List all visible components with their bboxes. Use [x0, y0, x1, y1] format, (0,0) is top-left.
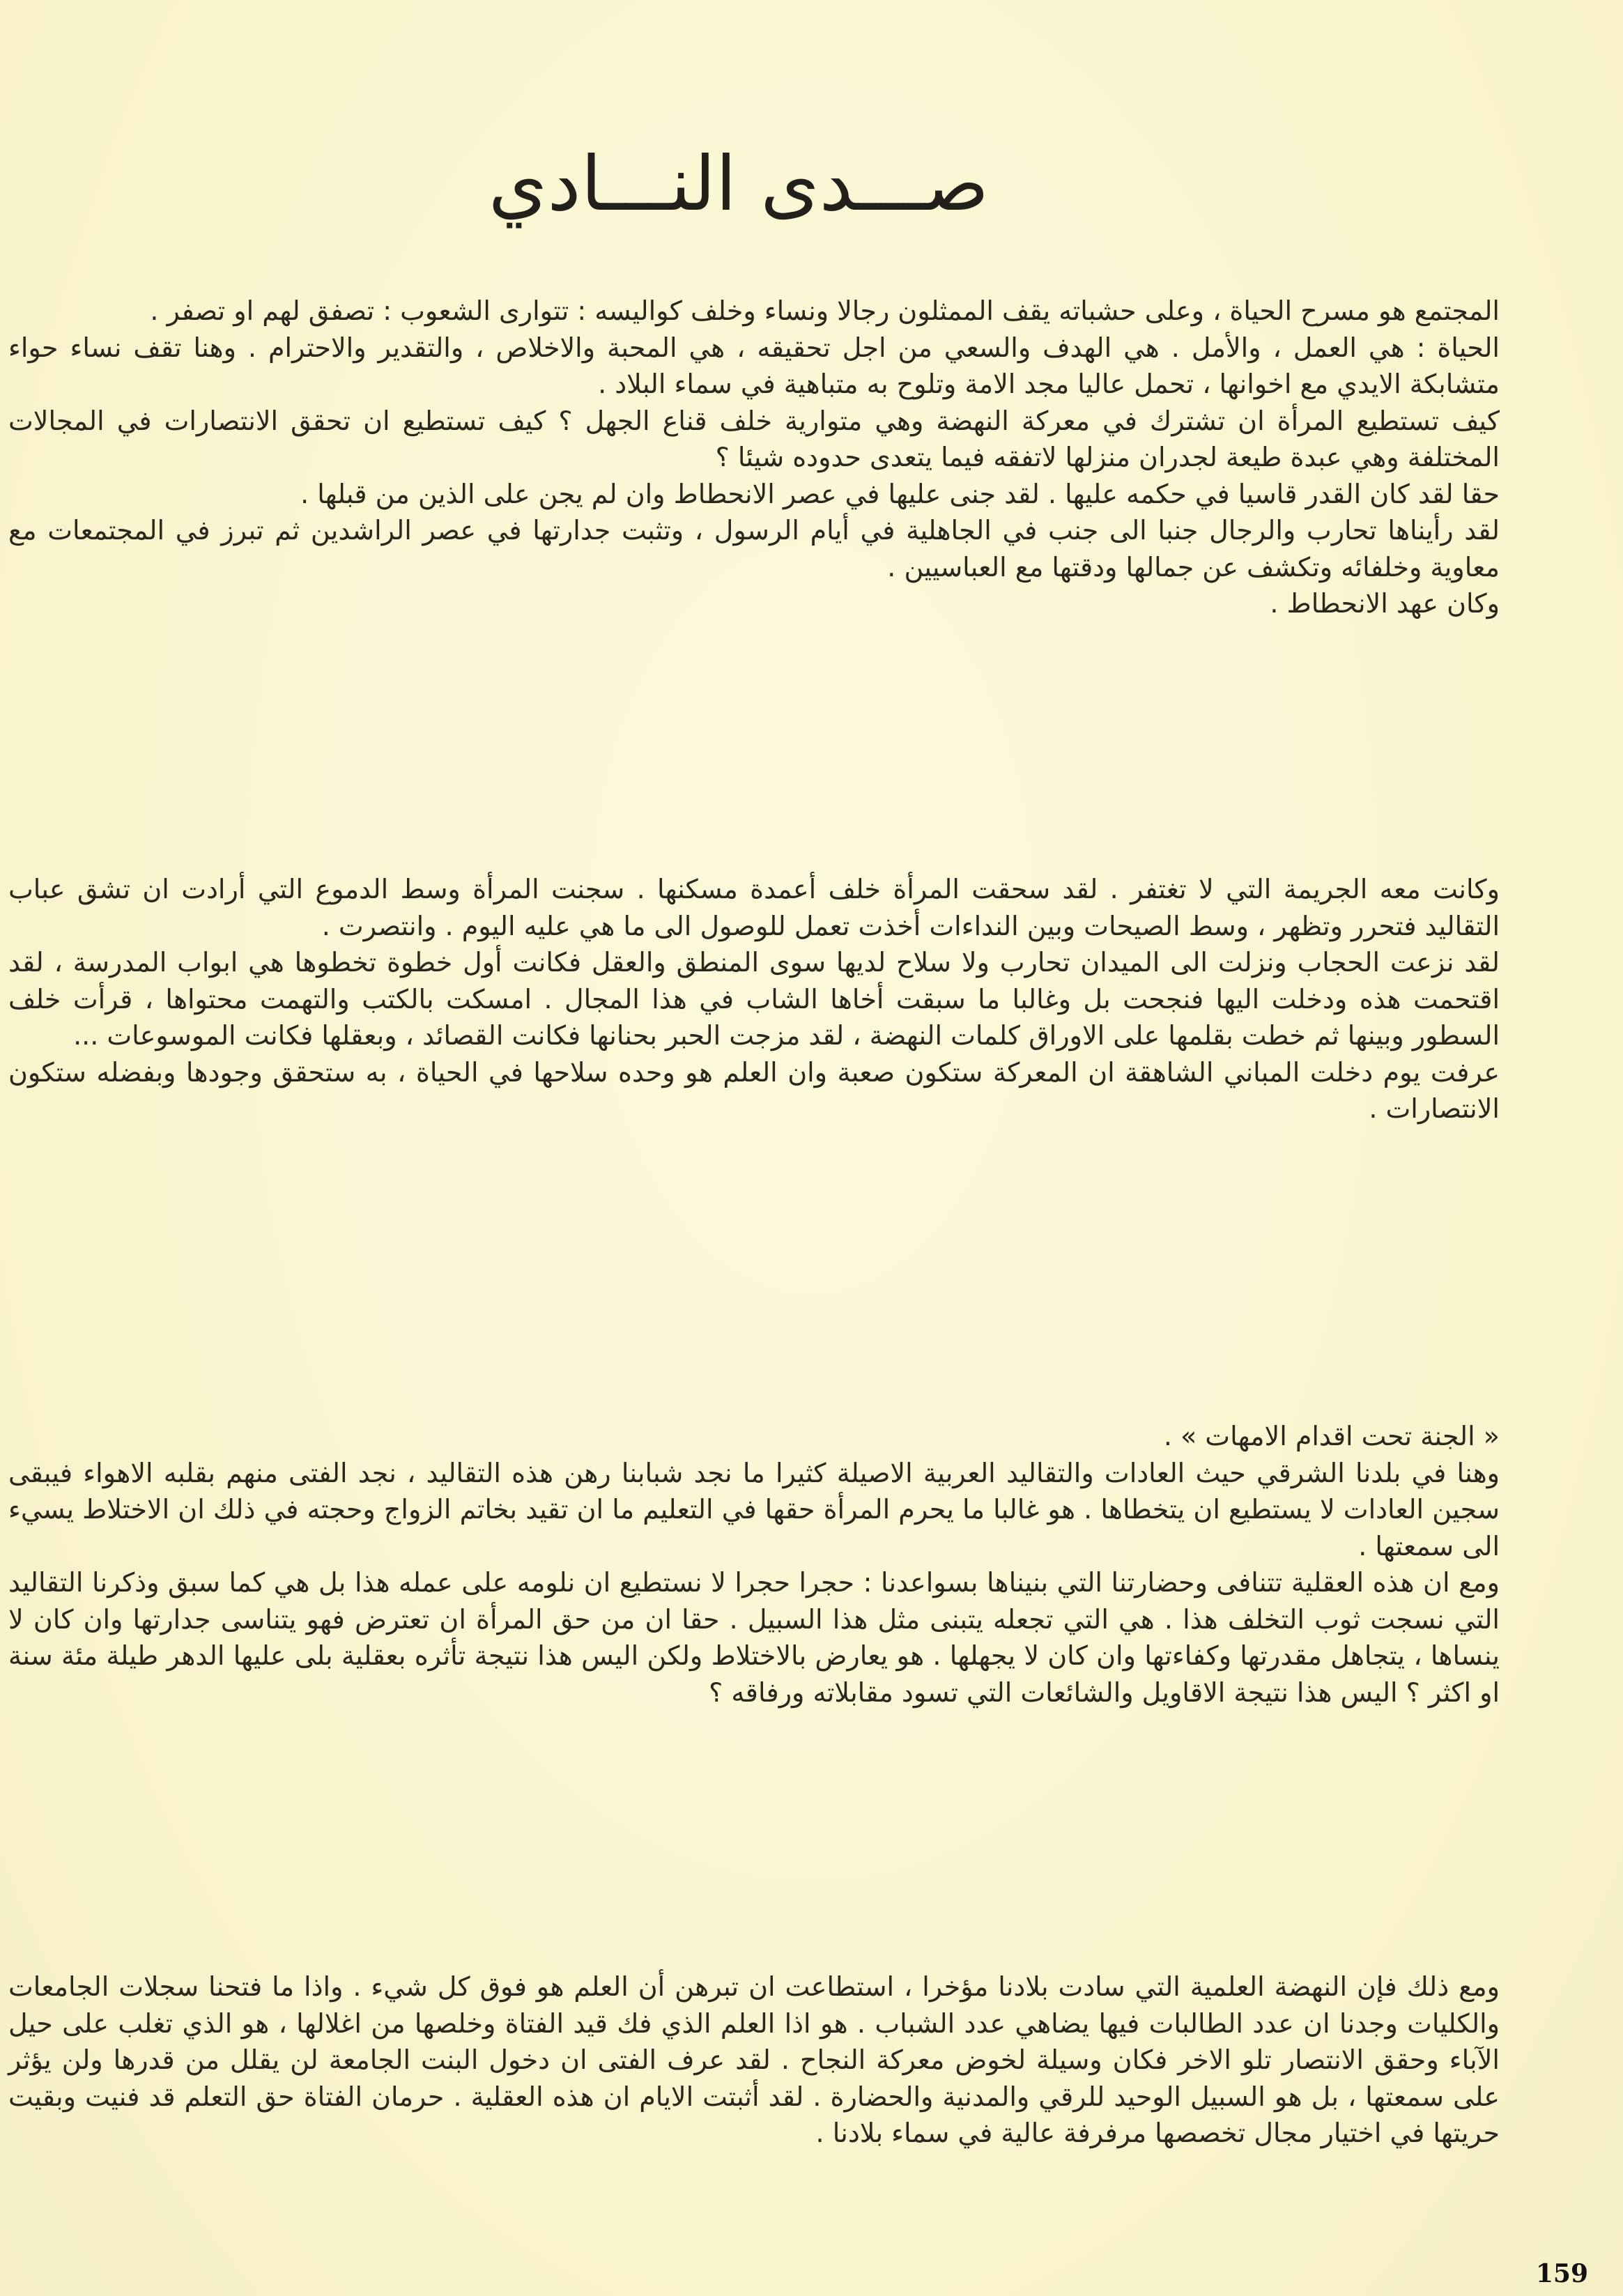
paragraph: المجتمع هو مسرح الحياة ، وعلى حشباته يقف الممثلون رجالا ونساء وخلف كواليسه : تتوارى الشعوب : تصفق لهم او تصفر . [150, 295, 1500, 326]
paragraph: عرفت يوم دخلت المباني الشاهقة ان المعركة ستكون صعبة وان العلم هو وحده سلاحها في الحياة ، به ستحقق وجودها وبفضله ستكون الانتصارات . [8, 1056, 1500, 1124]
paragraph: حقا لقد كان القدر قاسيا في حكمه عليها . لقد جنى عليها في عصر الانحطاط وان لم يجن على الذين من قبلها . [300, 478, 1500, 509]
paragraph: ومع ان هذه العقلية تتنافى وحضارتنا التي بنيناها بسواعدنا : حجرا حجرا لا نستطيع ان نلومه على عمله هذا بل هي كما سبق وذكرنا التقاليد التي نسجت ثوب التخلف هذا . هي التي تجعله يتبنى مثل هذا السبيل . حقا ان من حق المرأة ان تعترض فهو يتناسى جدارتها وان كان لا ينساها ، يتجاهل مقدرتها وكفاءتها وان كان لا يجهلها . هو يعارض بالاختلاط ولكن اليس هذا نتيجة تأثره بعقلية بلى عليها الدهر طيلة مئة سنة او اكثر ؟ اليس هذا نتيجة الاقاويل والشائعات التي تسود مقابلاته ورفاقه ؟ [8, 1567, 1500, 1708]
page-title: صـــدى النـــادي [488, 141, 990, 228]
paragraph: كيف تستطيع المرأة ان تشترك في معركة النهضة وهي متوارية خلف قناع الجهل ؟ كيف تستطيع ان تحقق الانتصارات في المجالات المختلفة وهي عبدة طيعة لجدران منزلها لاتفقه فيما يتعدى حدوده شيئا ؟ [8, 405, 1500, 472]
article-section-2 [8, 871, 1500, 1127]
paragraph: ومع ذلك فإن النهضة العلمية التي سادت بلادنا مؤخرا ، استطاعت ان تبرهن أن العلم هو فوق كل شيء . واذا ما فتحنا سجلات الجامعات والكليات وجدنا ان عدد الطالبات فيها يضاهي عدد الشباب . هو اذا العلم الذي فك قيد الفتاة وخلصها من اغلالها ، هو الذي تغلب على حيل الآباء وحقق الانتصار تلو الاخر فكان وسيلة لخوض معركة النجاح . لقد عرف الفتى ان دخول البنت الجامعة لن يقلل من قدرها ولن يؤثر على سمعتها ، بل هو السبيل الوحيد للرقي والمدنية والحضارة . لقد أثبتت الايام ان هذه العقلية . حرمان الفتاة حق التعلم قد فنيت وبقيت حريتها في اختيار مجال تخصصها مرفرفة عالية في سماء بلادنا . [8, 1971, 1500, 2148]
page-number: 159 [1535, 2259, 1588, 2288]
article-section-1 [8, 293, 1500, 622]
paragraph: لقد نزعت الحجاب ونزلت الى الميدان تحارب ولا سلاح لديها سوى المنطق والعقل فكانت أول خطوة تخطوها هي ابواب المدرسة ، لقد اقتحمت هذه ودخلت اليها فنجحت بل وغالبا ما سبقت أخاها الشاب في هذا المجال . امسكت بالكتب والتهمت محتواها ، قرأت خلف السطور وبينها ثم خطت بقلمها على الاوراق كلمات النهضة ، لقد مزجت الحبر بحنانها فكانت القصائد ، وبعقلها فكانت الموسوعات ... [8, 947, 1500, 1051]
paragraph: وهنا في بلدنا الشرقي حيث العادات والتقاليد العربية الاصيلة كثيرا ما نجد شبابنا رهن هذه التقاليد ، نجد الفتى منهم بقلبه الاهواء فيبقى سجين العادات لا يستطيع ان يتخطاها . هو غالبا ما يحرم المرأة حقها في التعليم ما ان تقيد بخاتم الزواج وحجته في ذلك ان الاختلاط يسيء الى سمعتها . [8, 1457, 1500, 1562]
paragraph: وكان عهد الانحطاط . [1270, 588, 1500, 619]
article-section-4 [8, 1968, 1500, 2152]
paragraph: وكانت معه الجريمة التي لا تغتفر . لقد سحقت المرأة خلف أعمدة مسكنها . سجنت المرأة وسط الدموع التي أرادت ان تشق عباب التقاليد فتحرر وتظهر ، وسط الصيحات وبين النداءات أخذت تعمل للوصول الى ما هي عليه اليوم . وانتصرت . [8, 874, 1500, 941]
article-section-3 [8, 1418, 1500, 1711]
paragraph: « الجنة تحت اقدام الامهات » . [1163, 1421, 1500, 1451]
paragraph: الحياة : هي العمل ، والأمل . هي الهدف والسعي من اجل تحقيقه ، هي المحبة والاخلاص ، والتقدير والاحترام . وهنا تقف نساء حواء متشابكة الايدي مع اخوانها ، تحمل عاليا مجد الامة وتلوح به متباهية في سماء البلاد . [8, 332, 1500, 399]
paragraph: لقد رأيناها تحارب والرجال جنبا الى جنب في الجاهلية في أيام الرسول ، وتثبت جدارتها في عصر الراشدين ثم تبرز في المجتمعات مع معاوية وخلفائه وتكشف عن جمالها ودقتها مع العباسيين . [8, 515, 1500, 583]
